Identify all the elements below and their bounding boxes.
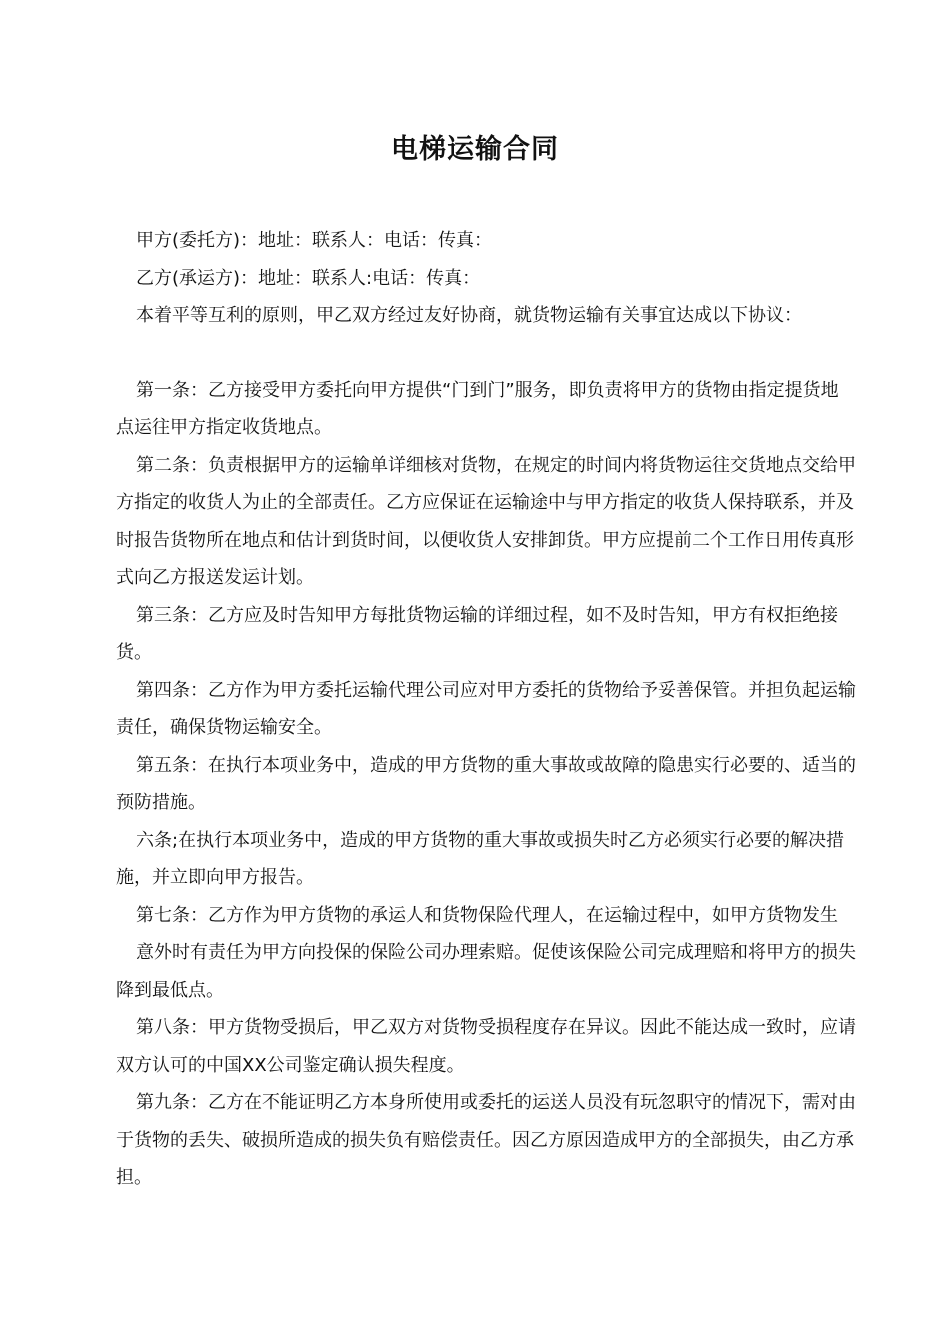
article-paragraph: 第九条：乙方在不能证明乙方本身所使用或委托的运送人员没有玩忽职守的情况下，需对由于货物的丢失、破损所造成的损失负有赔偿责任。因乙方原因造成甲方的全部损失，由乙方承担。 xyxy=(116,1092,856,1188)
article-paragraph: 第一条：乙方接受甲方委托向甲方提供“门到门”服务，即负责将甲方的货物由指定提货地点运往甲方指定收货地点。 xyxy=(116,379,839,438)
party-a-line: 甲方(委托方)：地址：联系人：电话：传真： xyxy=(136,230,493,251)
article-paragraph: 第五条：在执行本项业务中，造成的甲方货物的重大事故或故障的隐患实行必要的、适当的预防措施。 xyxy=(116,754,856,813)
article-paragraph: 六条;在执行本项业务中，造成的甲方货物的重大事故或损失时乙方必须实行必要的解决措施，并立即向甲方报告。 xyxy=(116,829,845,888)
preamble-paragraph: 本着平等互利的原则，甲乙双方经过友好协商，就货物运输有关事宜达成以下协议： xyxy=(136,305,802,326)
paragraph-spacer xyxy=(116,335,856,372)
document-title: 电梯运输合同 xyxy=(391,134,559,165)
party-b-line: 乙方(承运方)：地址：联系人:电话：传真： xyxy=(136,267,481,289)
article-paragraph: 第三条：乙方应及时告知甲方每批货物运输的详细过程，如不及时告知，甲方有权拒绝接货。 xyxy=(116,604,838,663)
document-body xyxy=(116,222,856,1197)
article-paragraph: 第八条：甲方货物受损后，甲乙双方对货物受损程度存在异议。因此不能达成一致时，应请双方认可的中国XX公司鉴定确认损失程度。 xyxy=(116,1017,856,1076)
article-paragraph: 意外时有责任为甲方向投保的保险公司办理索赔。促使该保险公司完成理赔和将甲方的损失降到最低点。 xyxy=(116,942,856,1001)
article-paragraph: 第七条：乙方作为甲方货物的承运人和货物保险代理人，在运输过程中，如甲方货物发生 xyxy=(136,904,838,926)
article-paragraph: 第二条：负责根据甲方的运输单详细核对货物，在规定的时间内将货物运往交货地点交给甲方指定的收货人为止的全部责任。乙方应保证在运输途中与甲方指定的收货人保持联系，并及时报告货物所在地点和估计到货时间，以便收货人安排卸货。甲方应提前二个工作日用传真形式向乙方报送发运计划。 xyxy=(116,454,856,588)
article-paragraph: 第四条：乙方作为甲方委托运输代理公司应对甲方委托的货物给予妥善保管。并担负起运输责任，确保货物运输安全。 xyxy=(116,679,856,738)
